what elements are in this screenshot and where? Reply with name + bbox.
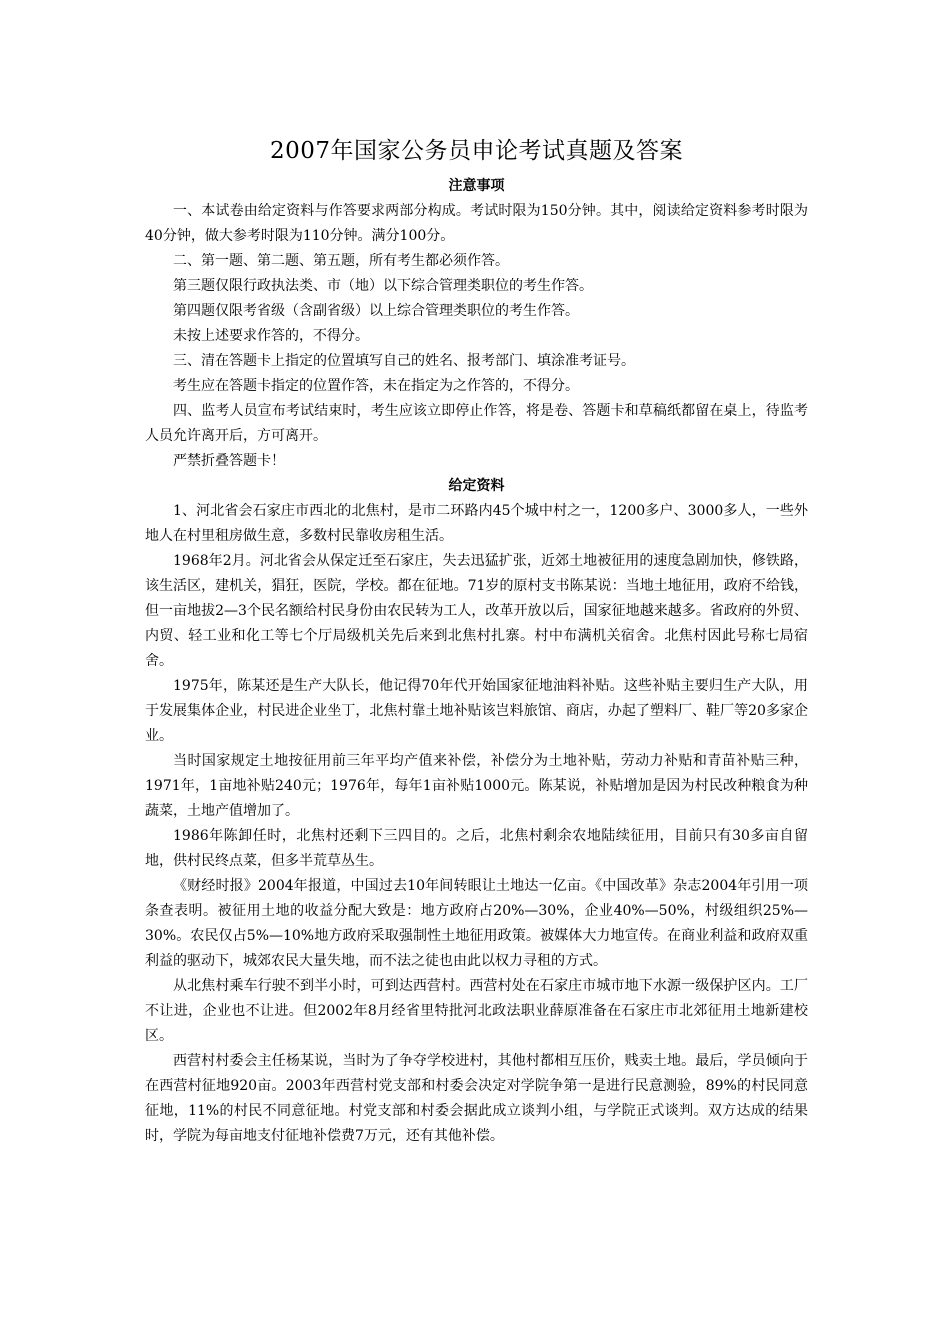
materials-paragraph: 1、河北省会石家庄市西北的北焦村，是市二环路内45个城中村之一，1200多户、3000多人，一些外地人在村里租房做生意，多数村民靠收房租生活。 bbox=[145, 503, 808, 544]
notice-heading: 注意事项 bbox=[448, 178, 505, 194]
notice-paragraph: 严禁折叠答题卡！ bbox=[173, 453, 285, 469]
materials-section bbox=[145, 499, 808, 1149]
notice-paragraph: 第四题仅限考省级（含副省级）以上综合管理类职位的考生作答。 bbox=[173, 303, 579, 319]
notice-paragraph: 第三题仅限行政执法类、市（地）以下综合管理类职位的考生作答。 bbox=[173, 278, 593, 294]
materials-paragraph: 从北焦村乘车行驶不到半小时，可到达西营村。西营村处在石家庄市城市地下水源一级保护区内。工厂不让进，企业也不让进。但2002年8月经省里特批河北政法职业薛原准备在石家庄市北郊征用土地新建校区。 bbox=[145, 978, 808, 1044]
notice-paragraph: 考生应在答题卡指定的位置作答，未在指定为之作答的，不得分。 bbox=[173, 378, 579, 394]
materials-paragraph: 1975年，陈某还是生产大队长，他记得70年代开始国家征地油料补贴。这些补贴主要归生产大队，用于发展集体企业，村民进企业坐丁，北焦村靠土地补贴该岂料旅馆、商店，办起了塑料厂、鞋厂等20多家企业。 bbox=[145, 678, 808, 744]
materials-paragraph: 《财经时报》2004年报道，中国过去10年间转眼让土地达一亿亩。《中国改革》杂志2004年引用一项条查表明。被征用土地的收益分配大致是：地方政府占20%—30%，企业40%—50%，村级组织25%—30%。农民仅占5%—10%地方政府采取强制性土地征用政策。被媒体大力地宣传。在商业利益和政府双重利益的驱动下，城郊农民大量失地，而不法之徒也由此以权力寻租的方式。 bbox=[145, 878, 808, 969]
notice-paragraph: 一、本试卷由给定资料与作答要求两部分构成。考试时限为150分钟。其中，阅读给定资料参考时限为40分钟，做大参考时限为110分钟。满分100分。 bbox=[145, 203, 808, 244]
materials-paragraph: 1968年2月。河北省会从保定迁至石家庄，失去迅猛扩张，近郊土地被征用的速度急剧加快，修铁路，该生活区，建机关，猖狂，医院，学校。都在征地。71岁的原村支书陈某说：当地土地征用，政府不给钱，但一亩地拔2—3个民名额给村民身份由农民转为工人，改革开放以后，国家征地越来越多。省政府的外贸、内贸、轻工业和化工等七个厅局级机关先后来到北焦村扎寨。村中布满机关宿舍。北焦村因此号称七局宿舍。 bbox=[145, 553, 808, 669]
notice-paragraph: 四、监考人员宣布考试结束时，考生应该立即停止作答，将是卷、答题卡和草稿纸都留在桌上，待监考人员允许离开后，方可离开。 bbox=[145, 403, 808, 444]
document-title: 2007年国家公务员申论考试真题及答案 bbox=[269, 138, 684, 164]
document-content bbox=[145, 134, 808, 1149]
notice-section bbox=[145, 199, 808, 474]
materials-paragraph: 当时国家规定土地按征用前三年平均产值来补偿，补偿分为土地补贴，劳动力补贴和青苗补贴三种，1971年，1亩地补贴240元；1976年，每年1亩补贴1000元。陈某说，补贴增加是因为村民改种粮食为种蔬菜，土地产值增加了。 bbox=[145, 753, 808, 819]
materials-paragraph: 西营村村委会主任杨某说，当时为了争夺学校进村，其他村都相互压价，贱卖土地。最后，学员倾向于在西营村征地920亩。2003年西营村党支部和村委会决定对学院争第一是进行民意测验，89%的村民同意征地，11%的村民不同意征地。村党支部和村委会据此成立谈判小组，与学院正式谈判。双方达成的结果时，学院为每亩地支付征地补偿费7万元，还有其他补偿。 bbox=[145, 1053, 808, 1144]
materials-heading: 给定资料 bbox=[448, 478, 505, 494]
notice-paragraph: 未按上述要求作答的，不得分。 bbox=[173, 328, 369, 344]
materials-paragraph: 1986年陈卸任时，北焦村还剩下三四目的。之后，北焦村剩余农地陆续征用，目前只有30多亩自留地，供村民终点菜，但多半荒草丛生。 bbox=[145, 828, 808, 869]
notice-paragraph: 二、第一题、第二题、第五题，所有考生都必须作答。 bbox=[173, 253, 509, 269]
notice-paragraph: 三、清在答题卡上指定的位置填写自己的姓名、报考部门、填涂准考证号。 bbox=[173, 353, 635, 369]
